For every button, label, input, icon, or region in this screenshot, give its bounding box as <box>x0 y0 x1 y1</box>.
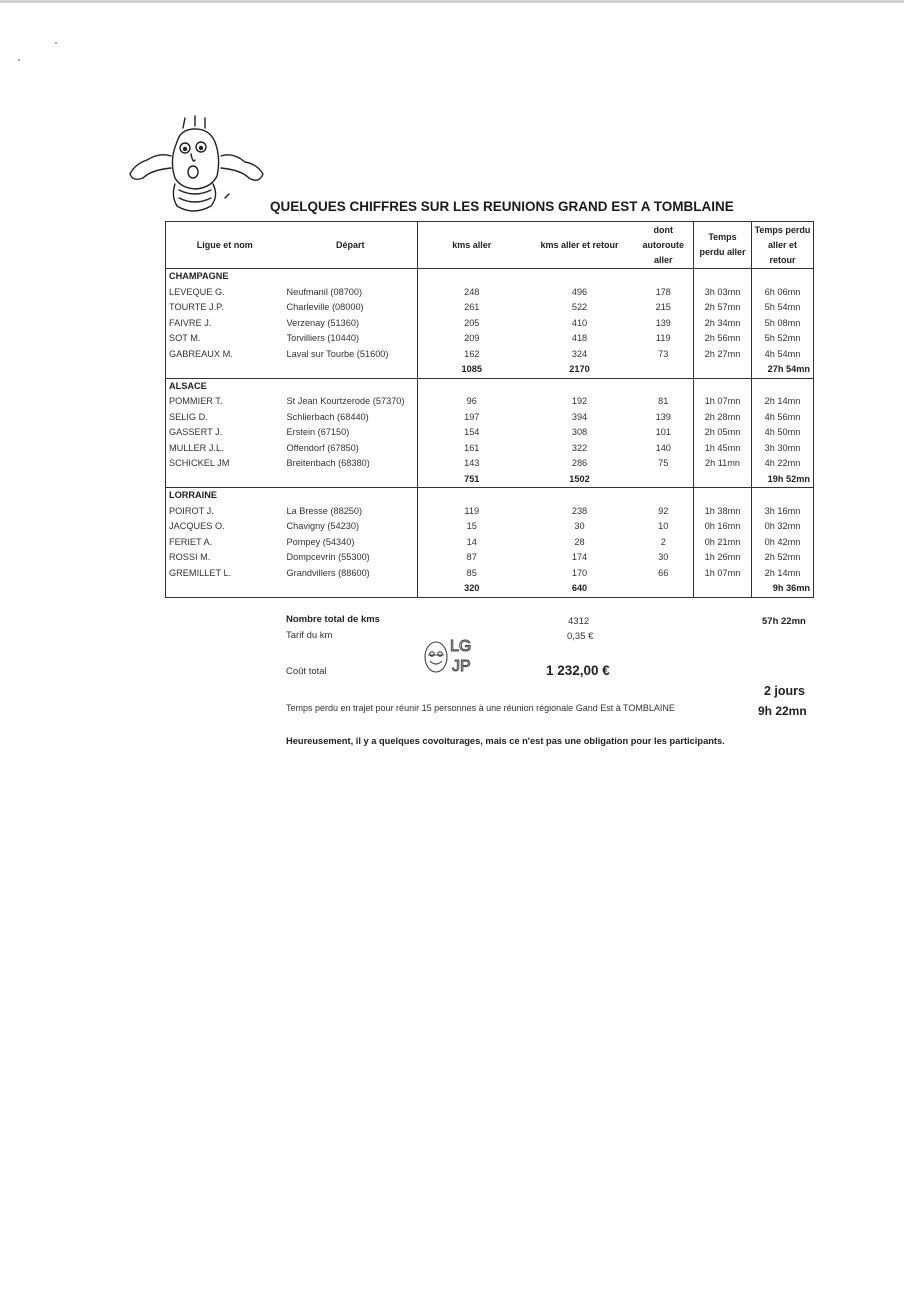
cell-depart: Offendorf (67850) <box>286 442 359 453</box>
empty-cell <box>634 362 694 378</box>
cell-temps-aller-retour: 6h 06mn <box>752 285 814 301</box>
cell-kms-aller-retour: 394 <box>571 411 588 422</box>
region-total-row <box>166 472 814 488</box>
cell-depart: Erstein (67150) <box>286 427 350 438</box>
cell-kms-aller-retour: 496 <box>571 286 588 297</box>
cell-kms-aller-retour: 30 <box>574 521 585 532</box>
cell-ligue-nom: POMMIER T. <box>169 396 223 407</box>
cell-ligue-nom: LEVEQUE G. <box>169 286 225 297</box>
table-row <box>166 300 814 316</box>
cell-temps-aller-retour: 5h 54mn <box>752 300 814 316</box>
cell-ligue-nom: GABREAUX M. <box>169 348 233 359</box>
cell-kms-aller: 205 <box>418 316 526 332</box>
cell-autoroute-aller: 30 <box>658 552 669 563</box>
cell-ligue-nom: ROSSI M. <box>169 552 211 563</box>
cell-temps-aller-retour: 0h 42mn <box>752 535 814 551</box>
region-name: ALSACE <box>169 380 207 391</box>
table-row <box>166 331 814 347</box>
svg-text:LG: LG <box>450 638 472 655</box>
empty-cell <box>284 581 418 597</box>
cell-kms-aller-retour: 322 <box>571 442 588 453</box>
days-value: 2 jours <box>764 684 805 698</box>
document-title: QUELQUES CHIFFRES SUR LES REUNIONS GRAND EST A TOMBLAINE <box>270 199 734 214</box>
table-row <box>166 441 814 457</box>
total-kms-aller-retour: 2170 <box>526 362 634 378</box>
region-row <box>166 488 814 504</box>
cell-temps-aller: 2h 57mn <box>694 300 752 316</box>
table-row <box>166 410 814 426</box>
cell-kms-aller: 162 <box>418 347 526 363</box>
cell-kms-aller-retour: 192 <box>571 396 588 407</box>
total-kms-aller: 1085 <box>418 362 526 378</box>
cell-ligue-nom: FERIET A. <box>169 536 213 547</box>
cell-kms-aller-retour: 324 <box>571 348 588 359</box>
tarif-label: Tarif du km <box>286 630 333 641</box>
empty-cell <box>694 269 752 285</box>
cell-depart: St Jean Kourtzerode (57370) <box>286 396 405 407</box>
header-temps-aller-retour: Temps perdu aller et retour <box>752 222 814 269</box>
cell-temps-aller-retour: 4h 50mn <box>752 425 814 441</box>
cell-ligue-nom: GASSERT J. <box>169 427 223 438</box>
lgjp-stamp-logo <box>420 633 484 677</box>
empty-cell <box>284 488 418 504</box>
empty-cell <box>752 488 814 504</box>
total-temps-aller-retour: 19h 52mn <box>752 472 814 488</box>
page-top-edge <box>0 0 904 3</box>
table-row <box>166 316 814 332</box>
empty-cell <box>694 581 752 597</box>
cell-autoroute-aller: 101 <box>655 427 671 438</box>
cell-depart: Chavigny (54230) <box>286 521 360 532</box>
cell-kms-aller: 209 <box>418 331 526 347</box>
empty-cell <box>526 378 634 394</box>
table-row <box>166 456 814 472</box>
cell-depart: Dompcevrin (55300) <box>286 552 370 563</box>
cell-temps-aller: 1h 07mn <box>694 566 752 582</box>
temps-perdu-label: Temps perdu en trajet pour réunir 15 personnes à une réunion régionale Gand Est à TOMBLAINE <box>286 703 675 713</box>
total-temps-aller-retour: 27h 54mn <box>752 362 814 378</box>
cell-temps-aller: 0h 16mn <box>694 519 752 535</box>
total-kms-aller: 320 <box>418 581 526 597</box>
cell-depart: Charleville (08000) <box>286 302 364 313</box>
cell-autoroute-aller: 119 <box>655 333 671 344</box>
cell-depart: Neufmanil (08700) <box>286 286 363 297</box>
region-name: LORRAINE <box>169 490 217 501</box>
cell-kms-aller: 87 <box>418 550 526 566</box>
cell-temps-aller-retour: 0h 32mn <box>752 519 814 535</box>
total-kms-aller-retour: 1502 <box>526 472 634 488</box>
cell-temps-aller: 1h 26mn <box>694 550 752 566</box>
cell-kms-aller: 85 <box>418 566 526 582</box>
header-depart: Départ <box>284 222 418 269</box>
empty-cell <box>418 269 526 285</box>
empty-cell <box>634 581 694 597</box>
empty-cell <box>166 581 284 597</box>
cell-temps-aller-retour: 4h 56mn <box>752 410 814 426</box>
header-kms-aller: kms aller <box>418 222 526 269</box>
cell-autoroute-aller: 178 <box>655 286 671 297</box>
header-temps-aller: Temps perdu aller <box>694 222 752 269</box>
cell-autoroute-aller: 73 <box>658 348 669 359</box>
cell-depart: Breitenbach (68380) <box>286 458 370 469</box>
region-row <box>166 269 814 285</box>
table-row <box>166 519 814 535</box>
cell-kms-aller-retour: 308 <box>571 427 588 438</box>
cell-ligue-nom: SCHICKEL JM <box>169 458 230 469</box>
cell-temps-aller: 0h 21mn <box>694 535 752 551</box>
cell-kms-aller-retour: 174 <box>571 552 588 563</box>
empty-cell <box>166 362 284 378</box>
cell-depart: Laval sur Tourbe (51600) <box>286 348 389 359</box>
cell-autoroute-aller: 215 <box>655 302 671 313</box>
region-name: CHAMPAGNE <box>169 271 229 282</box>
cell-temps-aller: 2h 11mn <box>694 456 752 472</box>
cell-temps-aller-retour: 2h 14mn <box>752 566 814 582</box>
cell-ligue-nom: SELIG D. <box>169 411 208 422</box>
empty-cell <box>694 488 752 504</box>
empty-cell <box>752 378 814 394</box>
empty-cell <box>526 269 634 285</box>
cell-kms-aller-retour: 418 <box>571 333 588 344</box>
header-row <box>166 222 814 269</box>
cell-temps-aller: 1h 38mn <box>694 504 752 520</box>
empty-cell <box>284 362 418 378</box>
cell-autoroute-aller: 139 <box>655 411 671 422</box>
header-autoroute-aller: dont autoroute aller <box>634 222 694 269</box>
empty-cell <box>634 488 694 504</box>
table-row <box>166 504 814 520</box>
cell-kms-aller: 15 <box>418 519 526 535</box>
cell-ligue-nom: MULLER J.L. <box>169 442 224 453</box>
empty-cell <box>166 472 284 488</box>
total-time-value: 57h 22mn <box>762 616 806 627</box>
region-total-row <box>166 362 814 378</box>
cell-kms-aller: 197 <box>418 410 526 426</box>
cell-kms-aller-retour: 238 <box>571 505 588 516</box>
cell-kms-aller: 119 <box>418 504 526 520</box>
cell-kms-aller: 154 <box>418 425 526 441</box>
cell-kms-aller: 261 <box>418 300 526 316</box>
empty-cell <box>752 269 814 285</box>
table-row <box>166 347 814 363</box>
cell-depart: Torvilliers (10440) <box>286 333 360 344</box>
cell-kms-aller: 143 <box>418 456 526 472</box>
cout-total-label: Coût total <box>286 666 327 677</box>
table-row <box>166 550 814 566</box>
cell-kms-aller-retour: 28 <box>574 536 585 547</box>
header-ligue-nom: Ligue et nom <box>166 222 284 269</box>
cell-depart: Pompey (54340) <box>286 536 355 547</box>
cell-autoroute-aller: 66 <box>658 567 669 578</box>
cell-temps-aller-retour: 3h 16mn <box>752 504 814 520</box>
table-row <box>166 535 814 551</box>
empty-cell <box>634 269 694 285</box>
cell-kms-aller-retour: 286 <box>571 458 588 469</box>
cell-autoroute-aller: 139 <box>655 317 671 328</box>
empty-cell <box>634 378 694 394</box>
cell-autoroute-aller: 75 <box>658 458 669 469</box>
cell-temps-aller-retour: 4h 22mn <box>752 456 814 472</box>
table-row <box>166 394 814 410</box>
empty-cell <box>694 472 752 488</box>
temps-perdu-value: 9h 22mn <box>758 704 807 718</box>
cell-temps-aller-retour: 2h 14mn <box>752 394 814 410</box>
cell-temps-aller: 2h 05mn <box>694 425 752 441</box>
cell-kms-aller: 248 <box>418 285 526 301</box>
cell-temps-aller: 1h 07mn <box>694 394 752 410</box>
cell-temps-aller-retour: 2h 52mn <box>752 550 814 566</box>
empty-cell <box>418 378 526 394</box>
cell-temps-aller: 2h 28mn <box>694 410 752 426</box>
cell-ligue-nom: SOT M. <box>169 333 201 344</box>
cell-temps-aller: 2h 34mn <box>694 316 752 332</box>
cell-temps-aller-retour: 3h 30mn <box>752 441 814 457</box>
cell-ligue-nom: GREMILLET L. <box>169 567 232 578</box>
cell-autoroute-aller: 81 <box>658 396 669 407</box>
svg-text:JP: JP <box>452 658 471 675</box>
cell-depart: Schlierbach (68440) <box>286 411 369 422</box>
header-kms-aller-retour: kms aller et retour <box>526 222 634 269</box>
total-kms-aller-retour: 640 <box>526 581 634 597</box>
cell-ligue-nom: POIROT J. <box>169 505 214 516</box>
scan-speck <box>55 42 57 44</box>
cell-temps-aller: 1h 45mn <box>694 441 752 457</box>
cell-temps-aller-retour: 4h 54mn <box>752 347 814 363</box>
tarif-value: 0,35 € <box>567 631 594 642</box>
cell-kms-aller: 161 <box>418 441 526 457</box>
footer-note: Heureusement, il y a quelques covoiturages, mais ce n'est pas une obligation pour les participants. <box>286 736 725 746</box>
table-row <box>166 285 814 301</box>
cell-ligue-nom: TOURTE J.P. <box>169 302 224 313</box>
cell-depart: La Bresse (88250) <box>286 505 363 516</box>
total-km-value: 4312 <box>568 616 590 627</box>
cell-kms-aller-retour: 170 <box>571 567 588 578</box>
total-temps-aller-retour: 9h 36mn <box>752 581 814 597</box>
region-row <box>166 378 814 394</box>
cell-temps-aller: 2h 27mn <box>694 347 752 363</box>
empty-cell <box>694 362 752 378</box>
empty-cell <box>284 472 418 488</box>
empty-cell <box>526 488 634 504</box>
cell-depart: Grandvillers (88600) <box>286 567 370 578</box>
table-row <box>166 425 814 441</box>
empty-cell <box>634 472 694 488</box>
cell-ligue-nom: FAIVRE J. <box>169 317 212 328</box>
cell-autoroute-aller: 10 <box>658 521 669 532</box>
cell-autoroute-aller: 2 <box>660 536 666 547</box>
table-row <box>166 566 814 582</box>
scan-speck <box>18 59 20 61</box>
total-km-label: Nombre total de kms <box>286 614 380 625</box>
region-total-row <box>166 581 814 597</box>
cell-temps-aller-retour: 5h 52mn <box>752 331 814 347</box>
cell-kms-aller: 14 <box>418 535 526 551</box>
cout-total-value: 1 232,00 € <box>546 663 610 678</box>
cell-autoroute-aller: 92 <box>658 505 669 516</box>
empty-cell <box>694 378 752 394</box>
total-kms-aller: 751 <box>418 472 526 488</box>
stats-table <box>165 221 814 598</box>
cell-ligue-nom: JACQUES O. <box>169 521 225 532</box>
cartoon-character-illustration <box>125 112 270 220</box>
cell-kms-aller-retour: 522 <box>571 302 588 313</box>
cell-temps-aller-retour: 5h 08mn <box>752 316 814 332</box>
cell-depart: Verzenay (51360) <box>286 317 360 328</box>
cell-temps-aller: 2h 56mn <box>694 331 752 347</box>
empty-cell <box>284 269 418 285</box>
cell-autoroute-aller: 140 <box>655 442 671 453</box>
cell-kms-aller: 96 <box>418 394 526 410</box>
empty-cell <box>418 488 526 504</box>
cell-temps-aller: 3h 03mn <box>694 285 752 301</box>
empty-cell <box>284 378 418 394</box>
cell-kms-aller-retour: 410 <box>571 317 588 328</box>
